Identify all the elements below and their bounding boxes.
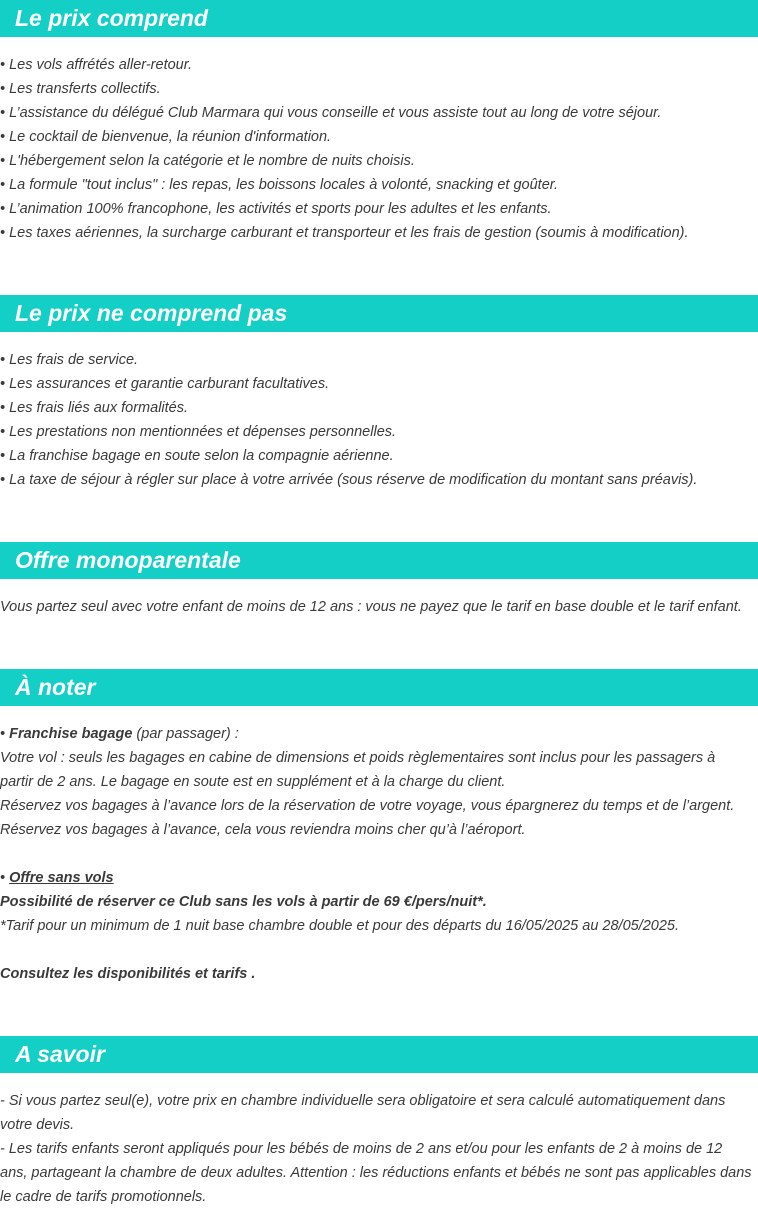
offer-heading: • Offre sans vols [0, 870, 114, 886]
list-item: • L’assistance du délégué Club Marmara qui vous conseille et vous assiste tout au long de votre séjour. [0, 101, 752, 125]
section-price-includes [0, 0, 758, 245]
offer-without-flights-link[interactable]: Offre sans vols [9, 870, 114, 886]
list-price-includes [0, 37, 758, 245]
baggage-line: Réservez vos bagages à l’avance lors de la réservation de votre voyage, vous épargnerez du temps et de l’argent. [0, 798, 735, 814]
section-title-price-includes: Le prix comprend [0, 0, 758, 37]
list-item: • Les frais de service. [0, 348, 752, 372]
section-price-excludes [0, 295, 758, 492]
section-title-notes: À noter [0, 669, 758, 706]
list-item: • L’animation 100% francophone, les activités et sports pour les adultes et les enfants. [0, 197, 752, 221]
list-item: • Les taxes aériennes, la surcharge carburant et transporteur et les frais de gestion (soumis à modification). [0, 221, 752, 245]
baggage-suffix: (par passager) : [132, 726, 239, 742]
list-item: • L'hébergement selon la catégorie et le nombre de nuits choisis. [0, 149, 752, 173]
section-single-parent-offer [0, 542, 758, 619]
single-parent-text: Vous partez seul avec votre enfant de moins de 12 ans : vous ne payez que le tarif en base double et le tarif enfant. [0, 599, 742, 615]
baggage-heading: • Franchise bagage (par passager) : [0, 726, 239, 742]
baggage-line: Réservez vos bagages à l’avance, cela vous reviendra moins cher qu’à l’aéroport. [0, 822, 526, 838]
section-good-to-know [0, 1036, 758, 1209]
list-item: • La franchise bagage en soute selon la compagnie aérienne. [0, 444, 752, 468]
list-item: • La formule "tout inclus" : les repas, les boissons locales à volonté, snacking et goûter. [0, 173, 752, 197]
list-item: • Les frais liés aux formalités. [0, 396, 752, 420]
list-item: • Les transferts collectifs. [0, 77, 752, 101]
section-title-price-excludes: Le prix ne comprend pas [0, 295, 758, 332]
list-item: • Les prestations non mentionnées et dépenses personnelles. [0, 420, 752, 444]
section-title-good-to-know: A savoir [0, 1036, 758, 1073]
offer-price-text: Possibilité de réserver ce Club sans les vols à partir de 69 €/pers/nuit*. [0, 894, 487, 910]
offer-footnote: *Tarif pour un minimum de 1 nuit base chambre double et pour des départs du 16/05/2025 au 28/05/2025. [0, 918, 680, 934]
list-item: • Les assurances et garantie carburant facultatives. [0, 372, 752, 396]
list-item: • La taxe de séjour à régler sur place à votre arrivée (sous réserve de modification du montant sans préavis). [0, 468, 752, 492]
list-price-excludes [0, 332, 758, 492]
good-to-know-line: - Les tarifs enfants seront appliqués pour les bébés de moins de 2 ans et/ou pour les enfants de 2 à moins de 12 ans, partageant la chambre de deux adultes. Attention : les réductions enfants et bébés ne sont pas applicables dans le cadre de tarifs promotionnels. [0, 1141, 752, 1205]
availability-link[interactable]: Consultez les disponibilités et tarifs . [0, 966, 256, 982]
section-title-single-parent-offer: Offre monoparentale [0, 542, 758, 579]
list-item: • Les vols affrétés aller-retour. [0, 53, 752, 77]
section-notes [0, 669, 758, 986]
baggage-line: Votre vol : seuls les bagages en cabine de dimensions et poids règlementaires sont inclus pour les passagers à partir de 2 ans. Le bagage en soute est en supplément et à la charge du client. [0, 750, 716, 790]
baggage-label: Franchise bagage [9, 726, 133, 742]
list-item: • Le cocktail de bienvenue, la réunion d'information. [0, 125, 752, 149]
good-to-know-line: - Si vous partez seul(e), votre prix en chambre individuelle sera obligatoire et sera calculé automatiquement dans votre devis. [0, 1093, 726, 1133]
